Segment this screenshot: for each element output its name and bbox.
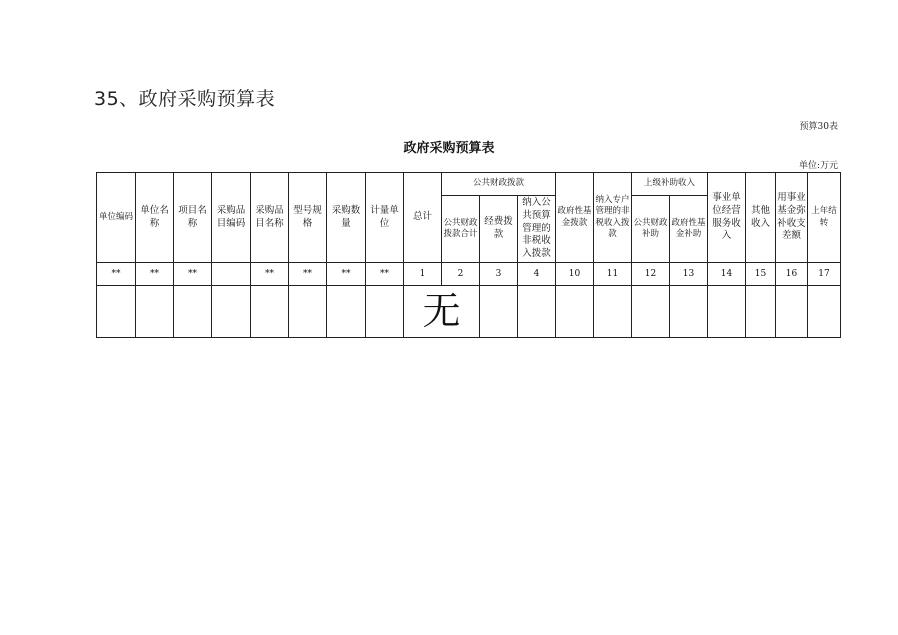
code-cell: 13 bbox=[670, 263, 708, 286]
code-cell: 12 bbox=[632, 263, 670, 286]
code-cell: ** bbox=[366, 263, 404, 286]
code-cell: ** bbox=[289, 263, 327, 286]
header-model-spec: 型号规格 bbox=[289, 173, 327, 263]
code-cell: 10 bbox=[556, 263, 594, 286]
header-quantity: 采购数量 bbox=[327, 173, 366, 263]
header-public-finance-sum: 公共财政拨款合计 bbox=[442, 196, 480, 263]
header-unit-name: 单位名称 bbox=[136, 173, 174, 263]
code-cell: ** bbox=[174, 263, 212, 286]
code-cell: 15 bbox=[746, 263, 776, 286]
code-cell: ** bbox=[251, 263, 289, 286]
data-cell bbox=[97, 286, 136, 338]
data-cell bbox=[366, 286, 404, 338]
data-cell bbox=[556, 286, 594, 338]
data-cell bbox=[632, 286, 670, 338]
header-superior-subsidy: 上级补助收入 bbox=[632, 173, 708, 196]
header-carryover: 上年结转 bbox=[808, 173, 841, 263]
code-row bbox=[97, 263, 841, 286]
code-cell: 2 bbox=[442, 263, 480, 286]
data-cell bbox=[518, 286, 556, 338]
table-title: 政府采购预算表 bbox=[403, 141, 495, 156]
header-special-nontax: 纳入专户管理的非税收入拨款 bbox=[594, 173, 632, 263]
header-measure-unit: 计量单位 bbox=[366, 173, 404, 263]
header-item-code: 采购品目编码 bbox=[212, 173, 251, 263]
code-cell: ** bbox=[327, 263, 366, 286]
procurement-budget-table bbox=[96, 172, 841, 338]
data-cell bbox=[251, 286, 289, 338]
data-cell bbox=[594, 286, 632, 338]
data-cell bbox=[776, 286, 808, 338]
empty-mark: 无 bbox=[404, 286, 480, 338]
data-cell bbox=[670, 286, 708, 338]
code-cell: 4 bbox=[518, 263, 556, 286]
code-cell: 11 bbox=[594, 263, 632, 286]
table-number: 预算30表 bbox=[799, 122, 838, 132]
header-business-income: 事业单位经营服务收入 bbox=[708, 173, 746, 263]
data-cell bbox=[289, 286, 327, 338]
code-cell: ** bbox=[136, 263, 174, 286]
data-cell bbox=[480, 286, 518, 338]
data-row bbox=[97, 286, 841, 338]
unit-label: 单位:万元 bbox=[798, 161, 838, 171]
data-cell bbox=[808, 286, 841, 338]
header-project-name: 项目名称 bbox=[174, 173, 212, 263]
code-cell: 17 bbox=[808, 263, 841, 286]
header-unit-code: 单位编码 bbox=[97, 173, 136, 263]
data-cell bbox=[136, 286, 174, 338]
data-cell bbox=[708, 286, 746, 338]
code-cell bbox=[212, 263, 251, 286]
header-gov-fund: 政府性基金拨款 bbox=[556, 173, 594, 263]
header-superior-public: 公共财政补助 bbox=[632, 196, 670, 263]
data-cell bbox=[327, 286, 366, 338]
header-fund-balance: 用事业基金弥补收支差额 bbox=[776, 173, 808, 263]
code-cell: ** bbox=[97, 263, 136, 286]
header-fund-alloc: 经费拨款 bbox=[480, 196, 518, 263]
code-cell: 14 bbox=[708, 263, 746, 286]
data-cell bbox=[212, 286, 251, 338]
header-superior-gov-fund: 政府性基金补助 bbox=[670, 196, 708, 263]
code-cell: 3 bbox=[480, 263, 518, 286]
data-cell bbox=[746, 286, 776, 338]
header-other-income: 其他收入 bbox=[746, 173, 776, 263]
data-cell bbox=[174, 286, 212, 338]
header-nontax-budget: 纳入公共预算管理的非税收入拨款 bbox=[518, 196, 556, 263]
header-item-name: 采购品目名称 bbox=[251, 173, 289, 263]
code-cell: 16 bbox=[776, 263, 808, 286]
page-title: 35、政府采购预算表 bbox=[94, 88, 276, 110]
header-total: 总计 bbox=[404, 173, 442, 263]
header-public-finance: 公共财政拨款 bbox=[442, 173, 556, 196]
code-cell: 1 bbox=[404, 263, 442, 286]
